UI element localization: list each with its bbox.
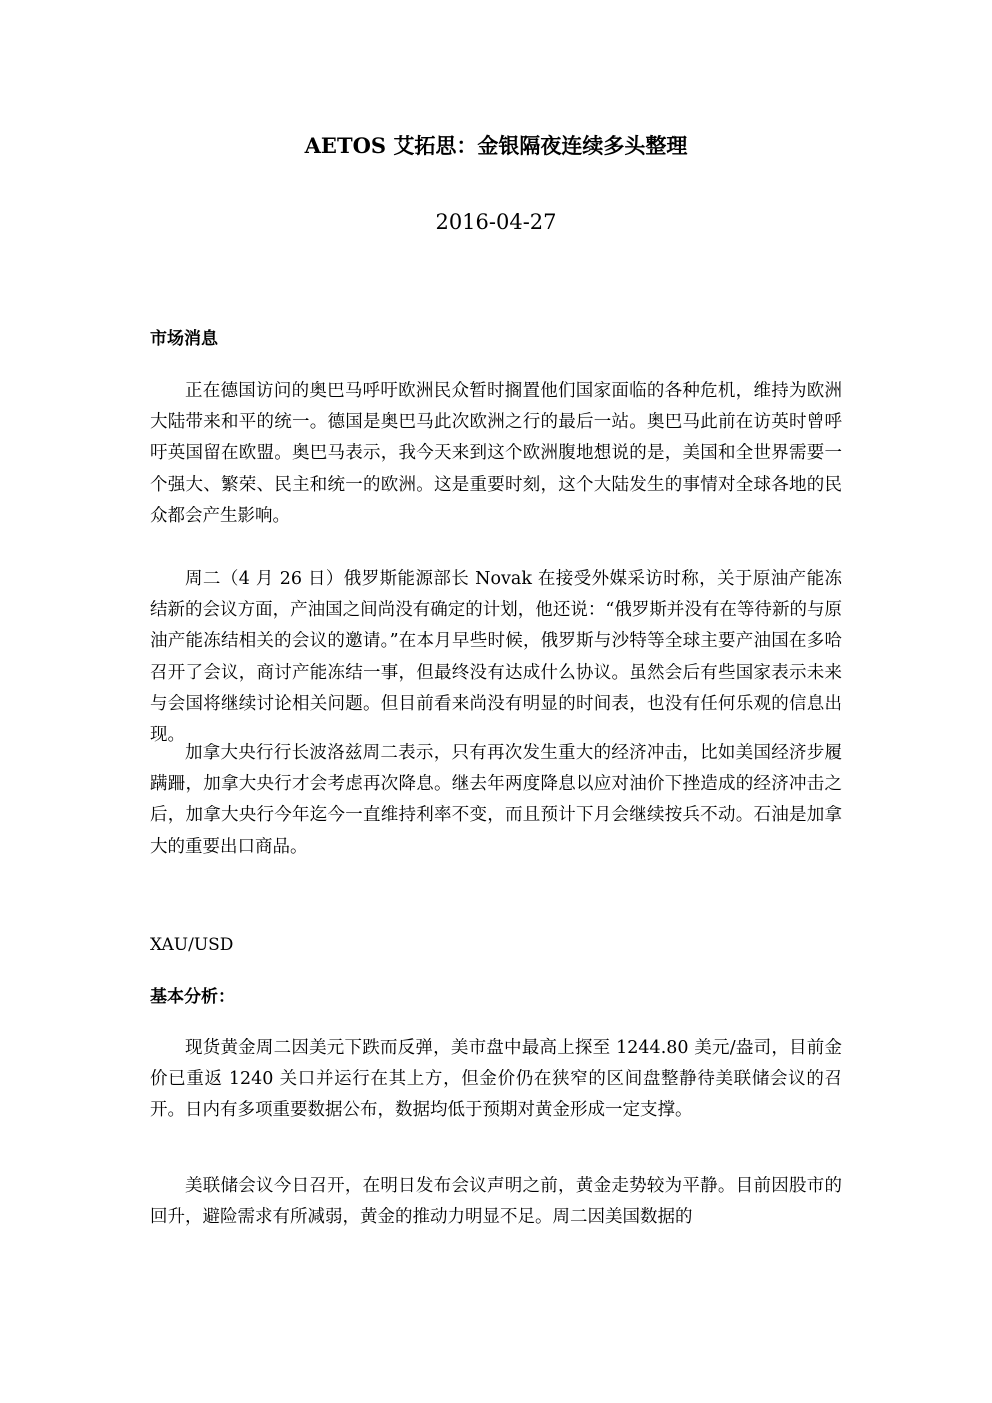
- xau-usd-label: XAU/USD: [150, 935, 234, 955]
- xau-analysis-paragraph: 美联储会议今日召开，在明日发布会议声明之前，黄金走势较为平静。目前因股市的回升，避险需求有所减弱，黄金的推动力明显不足。周二因美国数据的: [150, 1176, 842, 1228]
- document-title: AETOS 艾拓思：金银隔夜连续多头整理: [304, 133, 688, 158]
- market-news-paragraph: 加拿大央行行长波洛兹周二表示，只有再次发生重大的经济冲击，比如美国经济步履蹒跚，加拿大央行才会考虑再次降息。继去年两度降息以应对油价下挫造成的经济冲击之后，加拿大央行今年迄今一直维持利率不变，而且预计下月会继续按兵不动。石油是加拿大的重要出口商品。: [150, 743, 842, 857]
- fundamental-analysis-heading: 基本分析：: [150, 987, 235, 1007]
- xau-analysis-paragraph: 现货黄金周二因美元下跌而反弹，美市盘中最高上探至 1244.80 美元/盎司，目前金价已重返 1240 关口并运行在其上方，但金价仍在狭窄的区间盘整静待美联储会议的召开。日内有多项重要数据公布，数据均低于预期对黄金形成一定支撑。: [150, 1038, 842, 1121]
- document-date: 2016-04-27: [435, 210, 557, 234]
- market-news-heading: 市场消息: [150, 329, 218, 349]
- market-news-paragraph: 周二（4 月 26 日）俄罗斯能源部长 Novak 在接受外媒采访时称，关于原油产能冻结新的会议方面，产油国之间尚没有确定的计划，他还说：“俄罗斯并没有在等待新的与原油产能冻结相关的会议的邀请。”在本月早些时候，俄罗斯与沙特等全球主要产油国在多哈召开了会议，商讨产能冻结一事，但最终没有达成什么协议。虽然会后有些国家表示未来与会国将继续讨论相关问题。但目前看来尚没有明显的时间表，也没有任何乐观的信息出现。: [150, 569, 842, 746]
- market-news-paragraph: 正在德国访问的奥巴马呼吁欧洲民众暂时搁置他们国家面临的各种危机，维持为欧洲大陆带来和平的统一。德国是奥巴马此次欧洲之行的最后一站。奥巴马此前在访英时曾呼吁英国留在欧盟。奥巴马表示，我今天来到这个欧洲腹地想说的是，美国和全世界需要一个强大、繁荣、民主和统一的欧洲。这是重要时刻，这个大陆发生的事情对全球各地的民众都会产生影响。: [150, 381, 842, 526]
